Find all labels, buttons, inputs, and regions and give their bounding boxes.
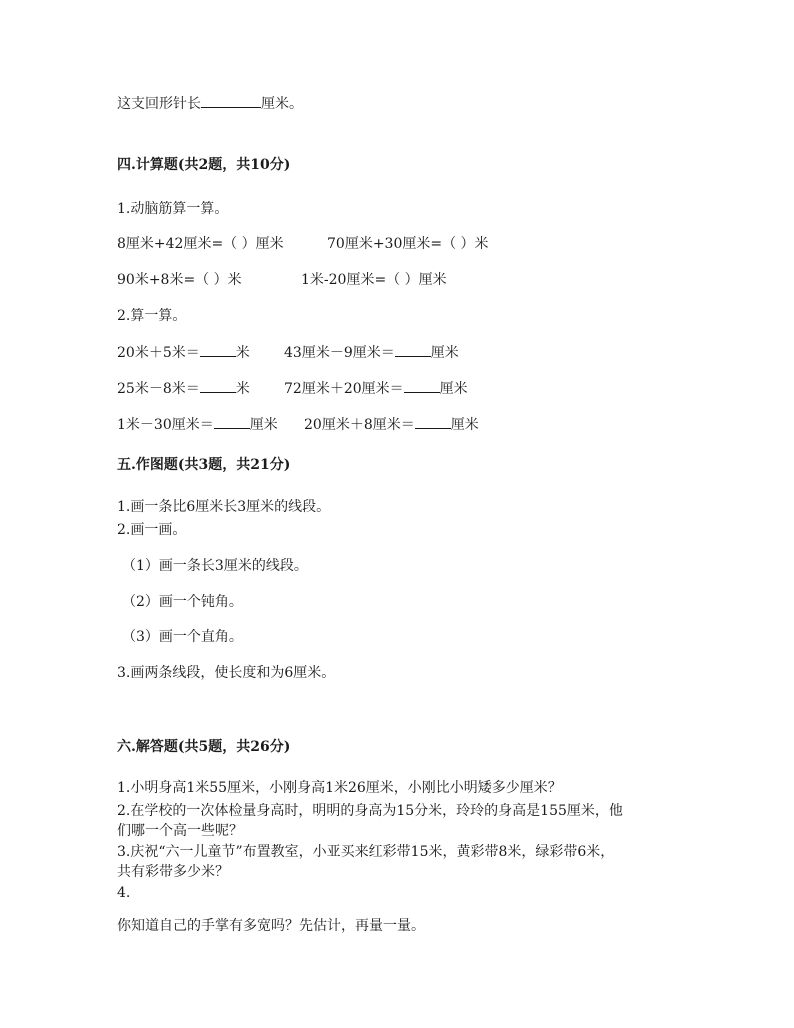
calc-expression: 72厘米＋20厘米＝	[284, 381, 404, 397]
answer-blank[interactable]	[200, 342, 236, 357]
s4-q1-item-a: 8厘米+42厘米=（ ）厘米	[117, 236, 284, 252]
calc-unit: 厘米	[450, 417, 479, 433]
section5-heading: 五.作图题(共3题，共21分)	[117, 457, 291, 473]
s6-q1: 1.小明身高1米55厘米，小刚身高1米26厘米，小刚比小明矮多少厘米？	[117, 780, 562, 796]
s4-q1-item-d: 1米-20厘米=（ ）厘米	[301, 272, 447, 288]
section6-heading: 六.解答题(共5题，共26分)	[117, 739, 291, 755]
calc-unit: 厘米	[249, 417, 278, 433]
s4-q2-title: 2.算一算。	[117, 308, 187, 324]
s5-q2: 2.画一画。	[117, 522, 187, 538]
s5-q2-item-3: （3）画一个直角。	[122, 629, 243, 645]
s5-q2-item-1: （1）画一条长3厘米的线段。	[122, 558, 308, 574]
s6-q3-line1: 3.庆祝“六一儿童节”布置教室，小亚买来红彩带15米，黄彩带8米，绿彩带6米，	[117, 844, 615, 860]
calc-unit: 米	[235, 381, 250, 397]
answer-blank[interactable]	[200, 378, 236, 393]
calc-unit: 厘米	[439, 381, 468, 397]
answer-blank[interactable]	[214, 414, 250, 429]
question-prefix: 这支回形针长	[117, 96, 201, 112]
s6-q3-line2: 共有彩带多少米？	[117, 864, 229, 880]
s4-q2-row2	[117, 378, 468, 399]
s6-q4-number: 4.	[117, 885, 131, 901]
s5-q2-item-2: （2）画一个钝角。	[122, 594, 243, 610]
s4-q1-title: 1.动脑筋算一算。	[117, 201, 229, 217]
s4-q1-item-b: 70厘米+30厘米=（ ）米	[327, 236, 489, 252]
calc-expression: 43厘米－9厘米＝	[284, 345, 395, 361]
s6-q4-text: 你知道自己的手掌有多宽吗？先估计，再量一量。	[117, 918, 425, 934]
s4-q1-row1	[117, 234, 489, 254]
s4-q1-item-c: 90米+8米=（ ）米	[117, 272, 242, 288]
question-suffix: 厘米。	[261, 96, 303, 112]
section4-heading: 四.计算题(共2题，共10分)	[117, 157, 291, 173]
answer-blank[interactable]	[395, 342, 431, 357]
calc-expression: 1米－30厘米＝	[117, 417, 214, 433]
s4-q2-row3	[117, 414, 479, 435]
calc-unit: 米	[235, 345, 250, 361]
calc-expression: 20厘米＋8厘米＝	[304, 417, 415, 433]
s5-q3: 3.画两条线段，使长度和为6厘米。	[117, 665, 336, 681]
s5-q1: 1.画一条比6厘米长3厘米的线段。	[117, 499, 331, 515]
s4-q2-row1	[117, 342, 459, 363]
calc-unit: 厘米	[430, 345, 459, 361]
paperclip-length-question	[117, 93, 303, 114]
calc-expression: 20米＋5米＝	[117, 345, 200, 361]
s4-q1-row2	[117, 270, 447, 290]
calc-expression: 25米－8米＝	[117, 381, 200, 397]
answer-blank[interactable]	[404, 378, 440, 393]
answer-blank[interactable]	[201, 93, 261, 108]
s6-q2-line1: 2.在学校的一次体检量身高时，明明的身高为15分米，玲玲的身高是155厘米，他	[117, 803, 623, 819]
s6-q2-line2: 们哪一个高一些呢？	[117, 823, 243, 839]
answer-blank[interactable]	[415, 414, 451, 429]
